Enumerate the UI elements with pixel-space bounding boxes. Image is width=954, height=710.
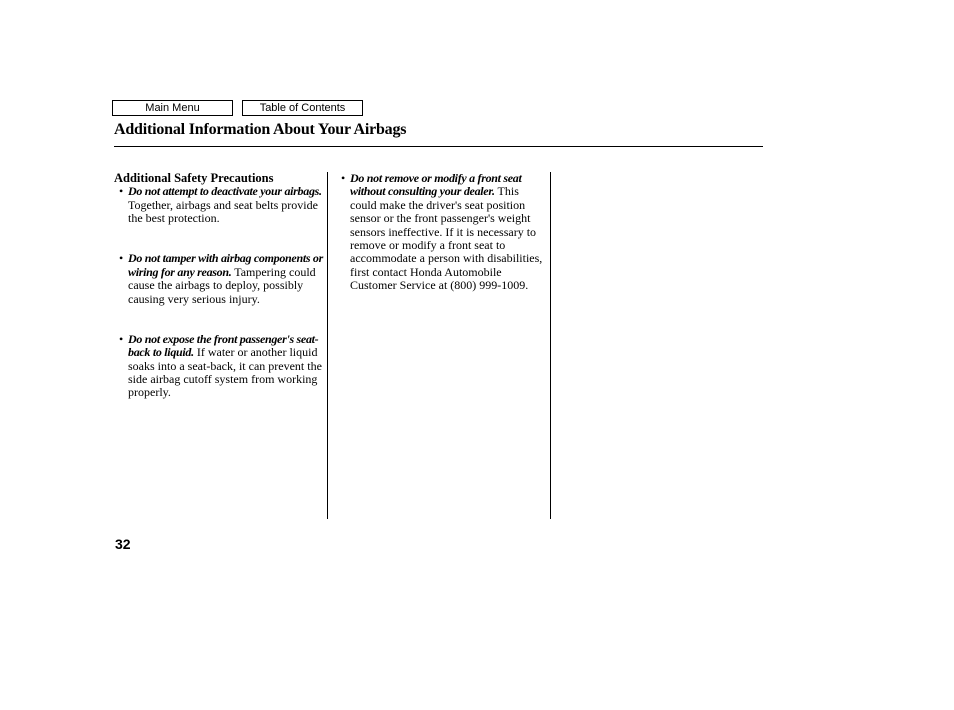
- warning-text: Do not expose the front passenger's seat-back to liquid.: [128, 331, 319, 360]
- main-menu-button[interactable]: Main Menu: [112, 100, 233, 116]
- bullet-icon: •: [119, 331, 124, 346]
- body-text: Together, airbags and seat belts provide the best protection.: [128, 197, 318, 226]
- list-item: [114, 185, 328, 225]
- bullet-icon: •: [119, 184, 124, 199]
- page-title: Additional Information About Your Airbags: [114, 121, 407, 138]
- list-item: [114, 333, 328, 400]
- list-item: [114, 252, 328, 306]
- warning-text: Do not tamper with airbag components or wiring for any reason.: [128, 251, 323, 279]
- page-number: 32: [115, 536, 131, 552]
- column-divider: [550, 172, 551, 519]
- list-item: [340, 172, 545, 293]
- body-text: This could make the driver's seat position sensor or the front passenger's weight sensors ineffective. If it is necessary to remove or modify a front seat to accommodate a person with disabilities, first contact Honda Automobile Customer Service at (800) 999-1009.: [350, 184, 543, 293]
- warning-text: Do not remove or modify a front seat without consulting your dealer.: [350, 171, 522, 199]
- body-text: If water or another liquid soaks into a seat-back, it can prevent the side airbag cutoff system from working properly.: [128, 345, 322, 400]
- warning-text: Do not attempt to deactivate your airbags.: [128, 184, 322, 199]
- title-divider: [114, 146, 763, 147]
- section-heading: Additional Safety Precautions: [114, 171, 274, 185]
- middle-column: [340, 172, 545, 319]
- left-column: [114, 172, 328, 427]
- bullet-icon: •: [119, 251, 124, 266]
- bullet-icon: •: [341, 171, 346, 185]
- body-text: Tampering could cause the airbags to deploy, possibly causing very serious injury.: [128, 264, 316, 306]
- table-of-contents-button[interactable]: Table of Contents: [242, 100, 363, 116]
